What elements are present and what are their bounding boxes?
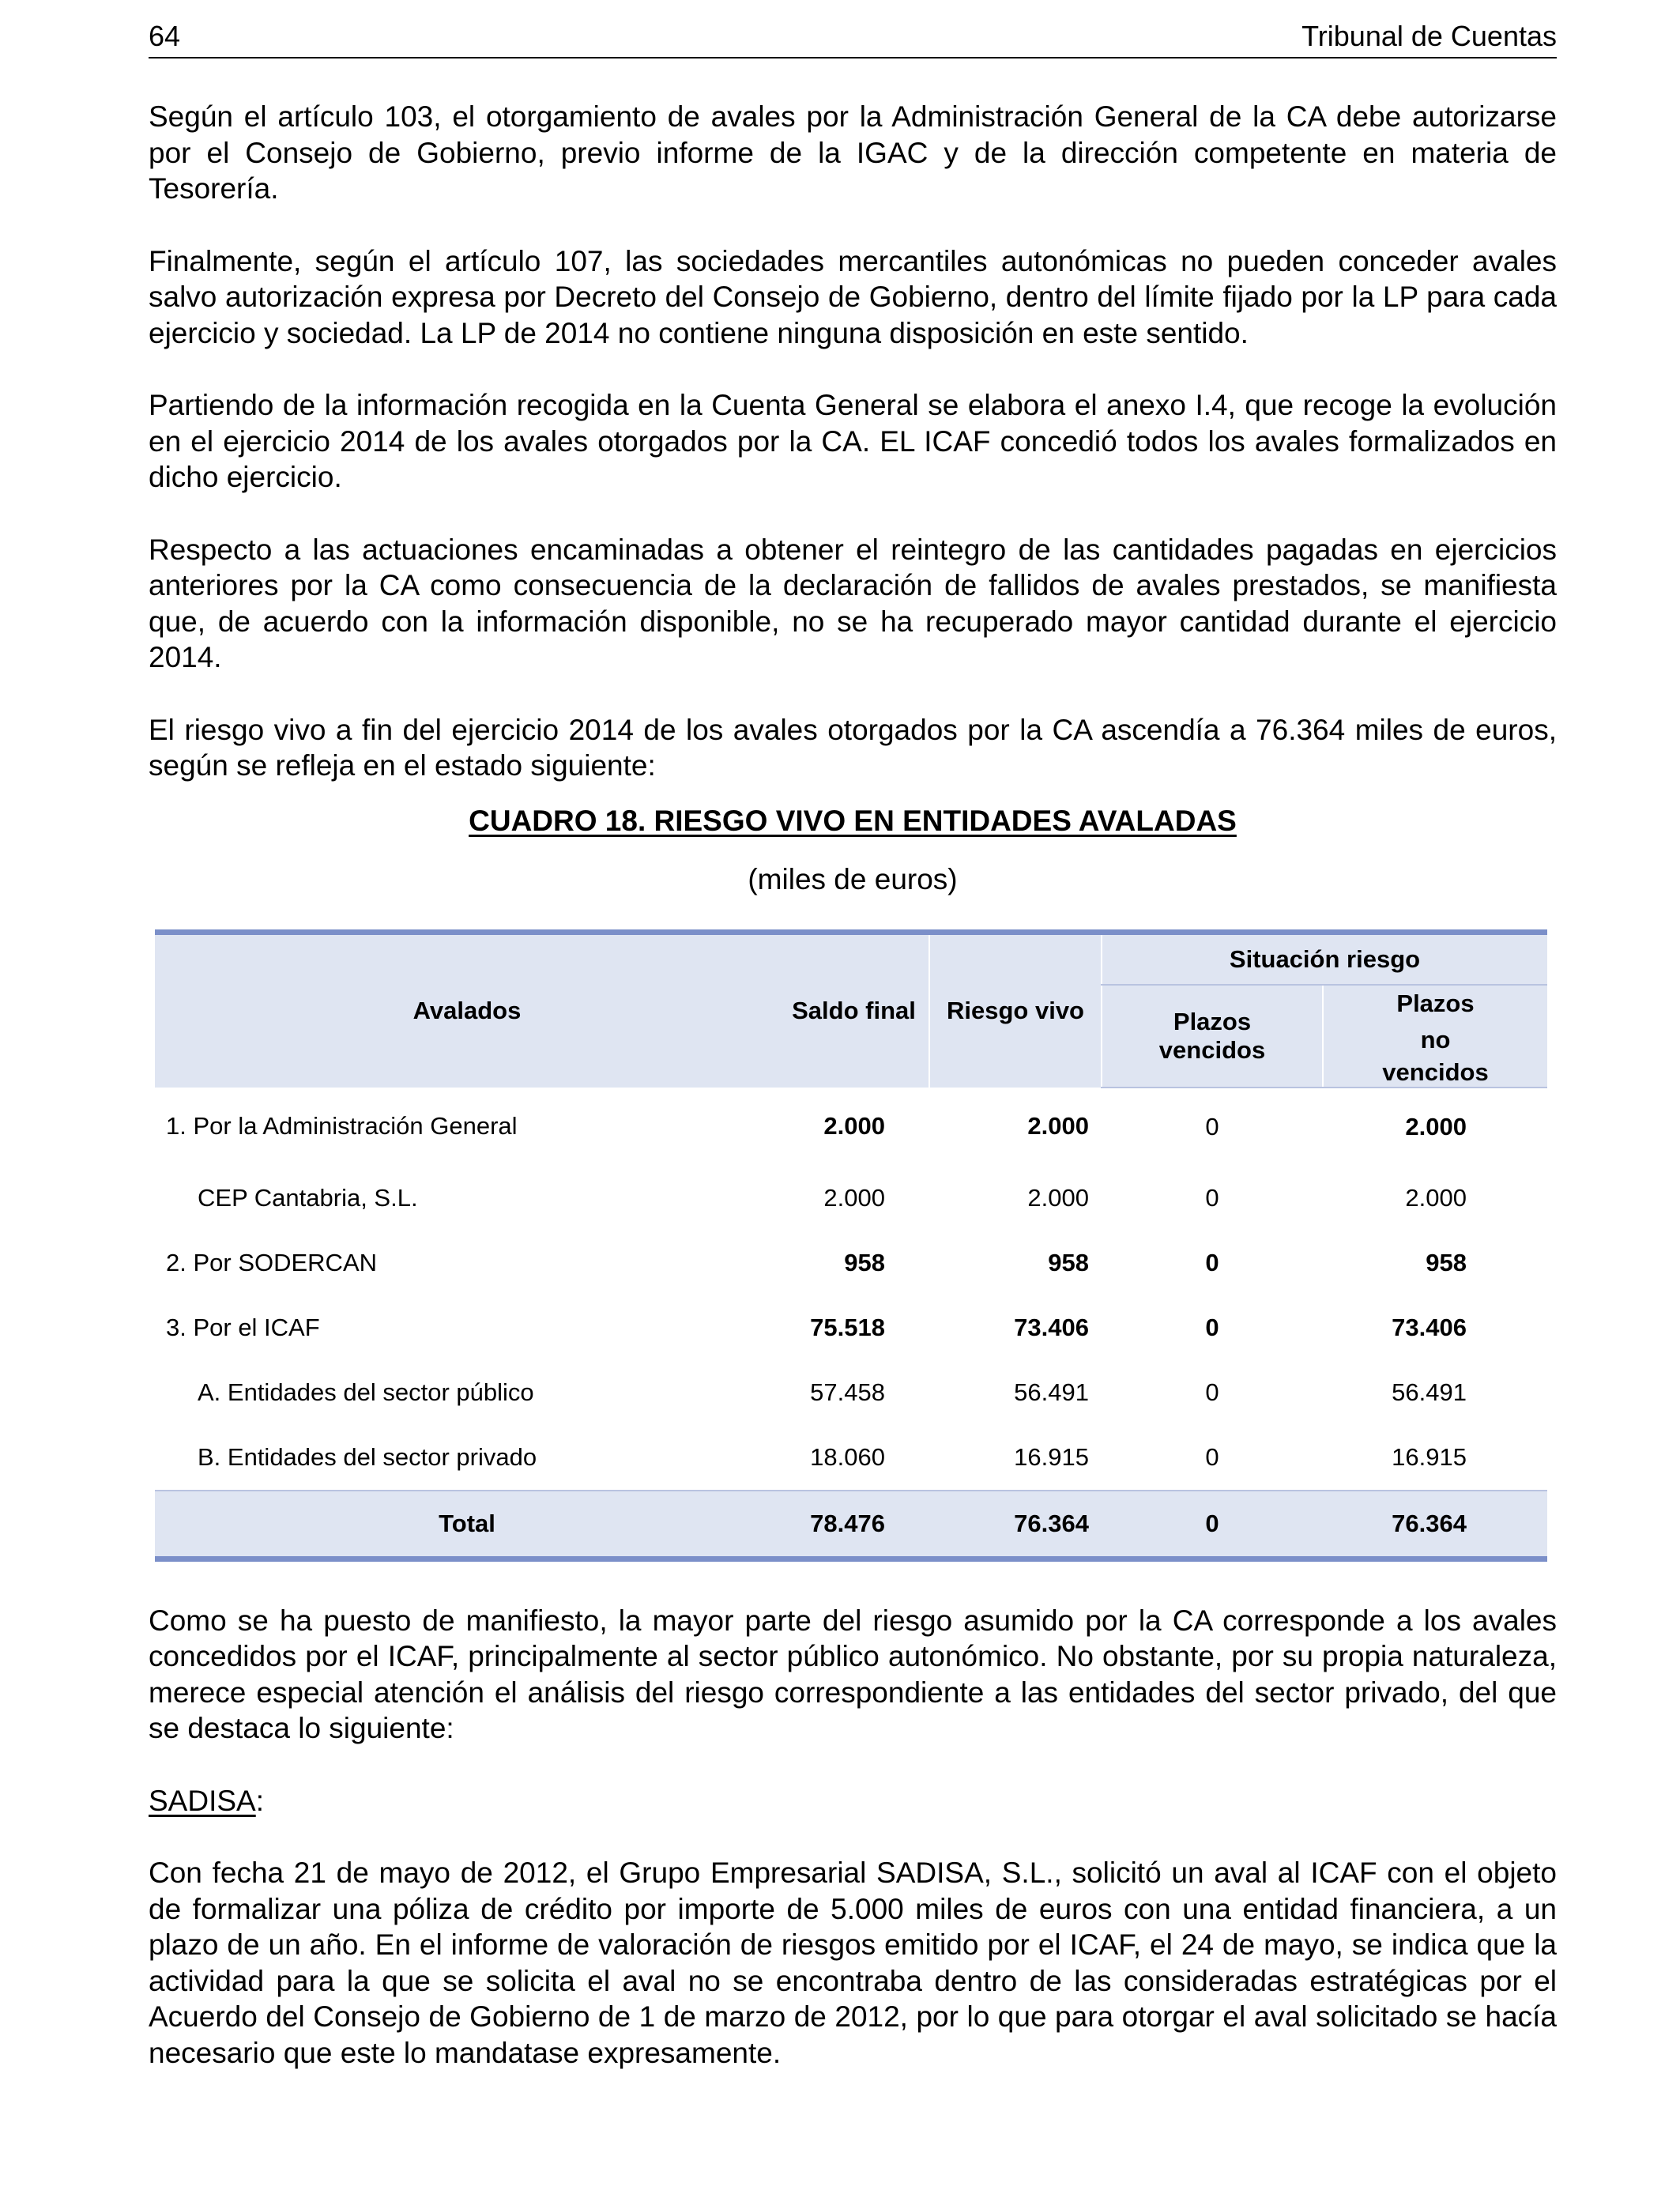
table-title-text: CUADRO 18. RIESGO VIVO EN ENTIDADES AVALADAS — [469, 804, 1237, 837]
header-line: Plazos — [1396, 989, 1475, 1017]
row-label: 2. Por SODERCAN — [166, 1248, 378, 1276]
table-row — [155, 1295, 1547, 1360]
cell-plazos-vencidos: 0 — [1205, 1112, 1219, 1140]
paragraph: Como se ha puesto de manifiesto, la mayor parte del riesgo asumido por la CA corresponde a los avales concedidos por el ICAF, principalmente al sector público autonómico. No obstante, por su propia naturaleza, merece especial atención el análisis del riesgo correspondiente a las entidades del sector privado, del que se destaca lo siguiente: — [149, 1604, 1557, 1744]
cell-riesgo-vivo: 16.915 — [1014, 1442, 1089, 1471]
header-avalados: Avalados — [155, 932, 779, 1088]
header-situacion-riesgo: Situación riesgo — [1102, 932, 1547, 985]
table-row — [155, 1231, 1547, 1295]
cell-plazos-vencidos: 0 — [1205, 1442, 1219, 1471]
table-title — [149, 803, 1557, 839]
table-row — [155, 1425, 1547, 1491]
cell-plazos-no-vencidos: 16.915 — [1392, 1442, 1467, 1471]
total-plazos-vencidos: 0 — [1102, 1491, 1323, 1559]
table-row — [155, 1360, 1547, 1425]
paragraph: Con fecha 21 de mayo de 2012, el Grupo Empresarial SADISA, S.L., solicitó un aval al ICAF con el objeto de formalizar una póliza de crédito por importe de 5.000 miles de euros con una entidad financiera, a un plazo de un año. En el informe de valoración de riesgos emitido por el ICAF, el 24 de mayo, se indica que la actividad para la que se solicita el aval no se encontraba dentro de las consideradas estratégicas por el Acuerdo del Consejo de Gobierno de 1 de marzo de 2012, por lo que para otorgar el aval solicitado se hacía necesario que este lo mandatase expresamente. — [149, 1857, 1557, 2069]
cell-saldo-final: 75.518 — [810, 1313, 885, 1341]
header-plazos-vencidos-text: Plazos vencidos — [1158, 1007, 1266, 1064]
cell-plazos-no-vencidos: 2.000 — [1405, 1183, 1467, 1212]
cell-plazos-no-vencidos: 56.491 — [1392, 1378, 1467, 1406]
header-line: vencidos — [1382, 1057, 1489, 1086]
header-saldo-final: Saldo final — [779, 932, 929, 1088]
cell-saldo-final: 57.458 — [810, 1378, 885, 1406]
cell-riesgo-vivo: 73.406 — [1014, 1313, 1089, 1341]
sadisa-heading-text: SADISA — [149, 1784, 256, 1817]
row-label: A. Entidades del sector público — [198, 1378, 534, 1406]
header-plazos-no-vencidos — [1323, 985, 1547, 1088]
cell-riesgo-vivo: 958 — [1048, 1248, 1089, 1276]
row-label: CEP Cantabria, S.L. — [198, 1183, 418, 1212]
cell-saldo-final: 958 — [844, 1248, 885, 1276]
total-label: Total — [155, 1491, 779, 1559]
table-row — [155, 1088, 1547, 1166]
paragraph: Según el artículo 103, el otorgamiento de avales por la Administración General de la CA debe autorizarse por el Consejo de Gobierno, previo informe de la IGAC y de la dirección competente en materia de Tesorería. — [149, 100, 1557, 205]
cell-plazos-vencidos: 0 — [1205, 1313, 1219, 1341]
paragraph: El riesgo vivo a fin del ejercicio 2014 de los avales otorgados por la CA ascendía a 76.364 miles de euros, según se refleja en el estado siguiente: — [149, 713, 1557, 782]
paragraph: Partiendo de la información recogida en la Cuenta General se elabora el anexo I.4, que recoge la evolución en el ejercicio 2014 de los avales otorgados por la CA. EL ICAF concedió todos los avales formalizados en dicho ejercicio. — [149, 389, 1557, 493]
page-number: 64 — [149, 20, 181, 52]
cell-plazos-vencidos: 0 — [1205, 1183, 1219, 1212]
sadisa-heading — [149, 1783, 1557, 1819]
sadisa-heading-colon: : — [255, 1784, 264, 1817]
paragraph: Respecto a las actuaciones encaminadas a obtener el reintegro de las cantidades pagadas en ejercicios anteriores por la CA como consecuencia de la declaración de fallidos de avales prestados, se manifiesta que, de acuerdo con la información disponible, no se ha recuperado mayor cantidad durante el ejercicio 2014. — [149, 533, 1557, 673]
cell-plazos-no-vencidos: 958 — [1426, 1248, 1467, 1276]
row-label: B. Entidades del sector privado — [198, 1442, 537, 1471]
cell-riesgo-vivo: 56.491 — [1014, 1378, 1089, 1406]
paragraph: Finalmente, según el artículo 107, las sociedades mercantiles autonómicas no pueden conceder avales salvo autorización expresa por Decreto del Consejo de Gobierno, dentro del límite fijado por la LP para cada ejercicio y sociedad. La LP de 2014 no contiene ninguna disposición en este sentido. — [149, 244, 1557, 349]
total-saldo-final: 78.476 — [779, 1491, 929, 1559]
cell-riesgo-vivo: 2.000 — [1027, 1112, 1089, 1140]
risk-table — [155, 929, 1547, 1562]
cell-riesgo-vivo: 2.000 — [1027, 1183, 1089, 1212]
header-plazos-vencidos — [1102, 985, 1323, 1088]
cell-plazos-vencidos: 0 — [1205, 1378, 1219, 1406]
total-row — [155, 1491, 1547, 1559]
total-riesgo-vivo: 76.364 — [929, 1491, 1102, 1559]
cell-plazos-no-vencidos: 73.406 — [1392, 1313, 1467, 1341]
header-title: Tribunal de Cuentas — [1301, 20, 1557, 52]
table-unit: (miles de euros) — [748, 862, 958, 895]
header-line: no — [1420, 1025, 1451, 1054]
table-row — [155, 1166, 1547, 1231]
cell-saldo-final: 2.000 — [823, 1112, 885, 1140]
cell-saldo-final: 2.000 — [823, 1183, 885, 1212]
cell-plazos-no-vencidos: 2.000 — [1405, 1112, 1467, 1140]
row-label: 1. Por la Administración General — [166, 1112, 518, 1140]
row-label: 3. Por el ICAF — [166, 1313, 320, 1341]
cell-plazos-vencidos: 0 — [1205, 1248, 1219, 1276]
total-plazos-no-vencidos: 76.364 — [1323, 1491, 1547, 1559]
page-header — [149, 19, 1557, 58]
header-riesgo-vivo: Riesgo vivo — [929, 932, 1102, 1088]
page-content — [149, 99, 1557, 2071]
cell-saldo-final: 18.060 — [810, 1442, 885, 1471]
